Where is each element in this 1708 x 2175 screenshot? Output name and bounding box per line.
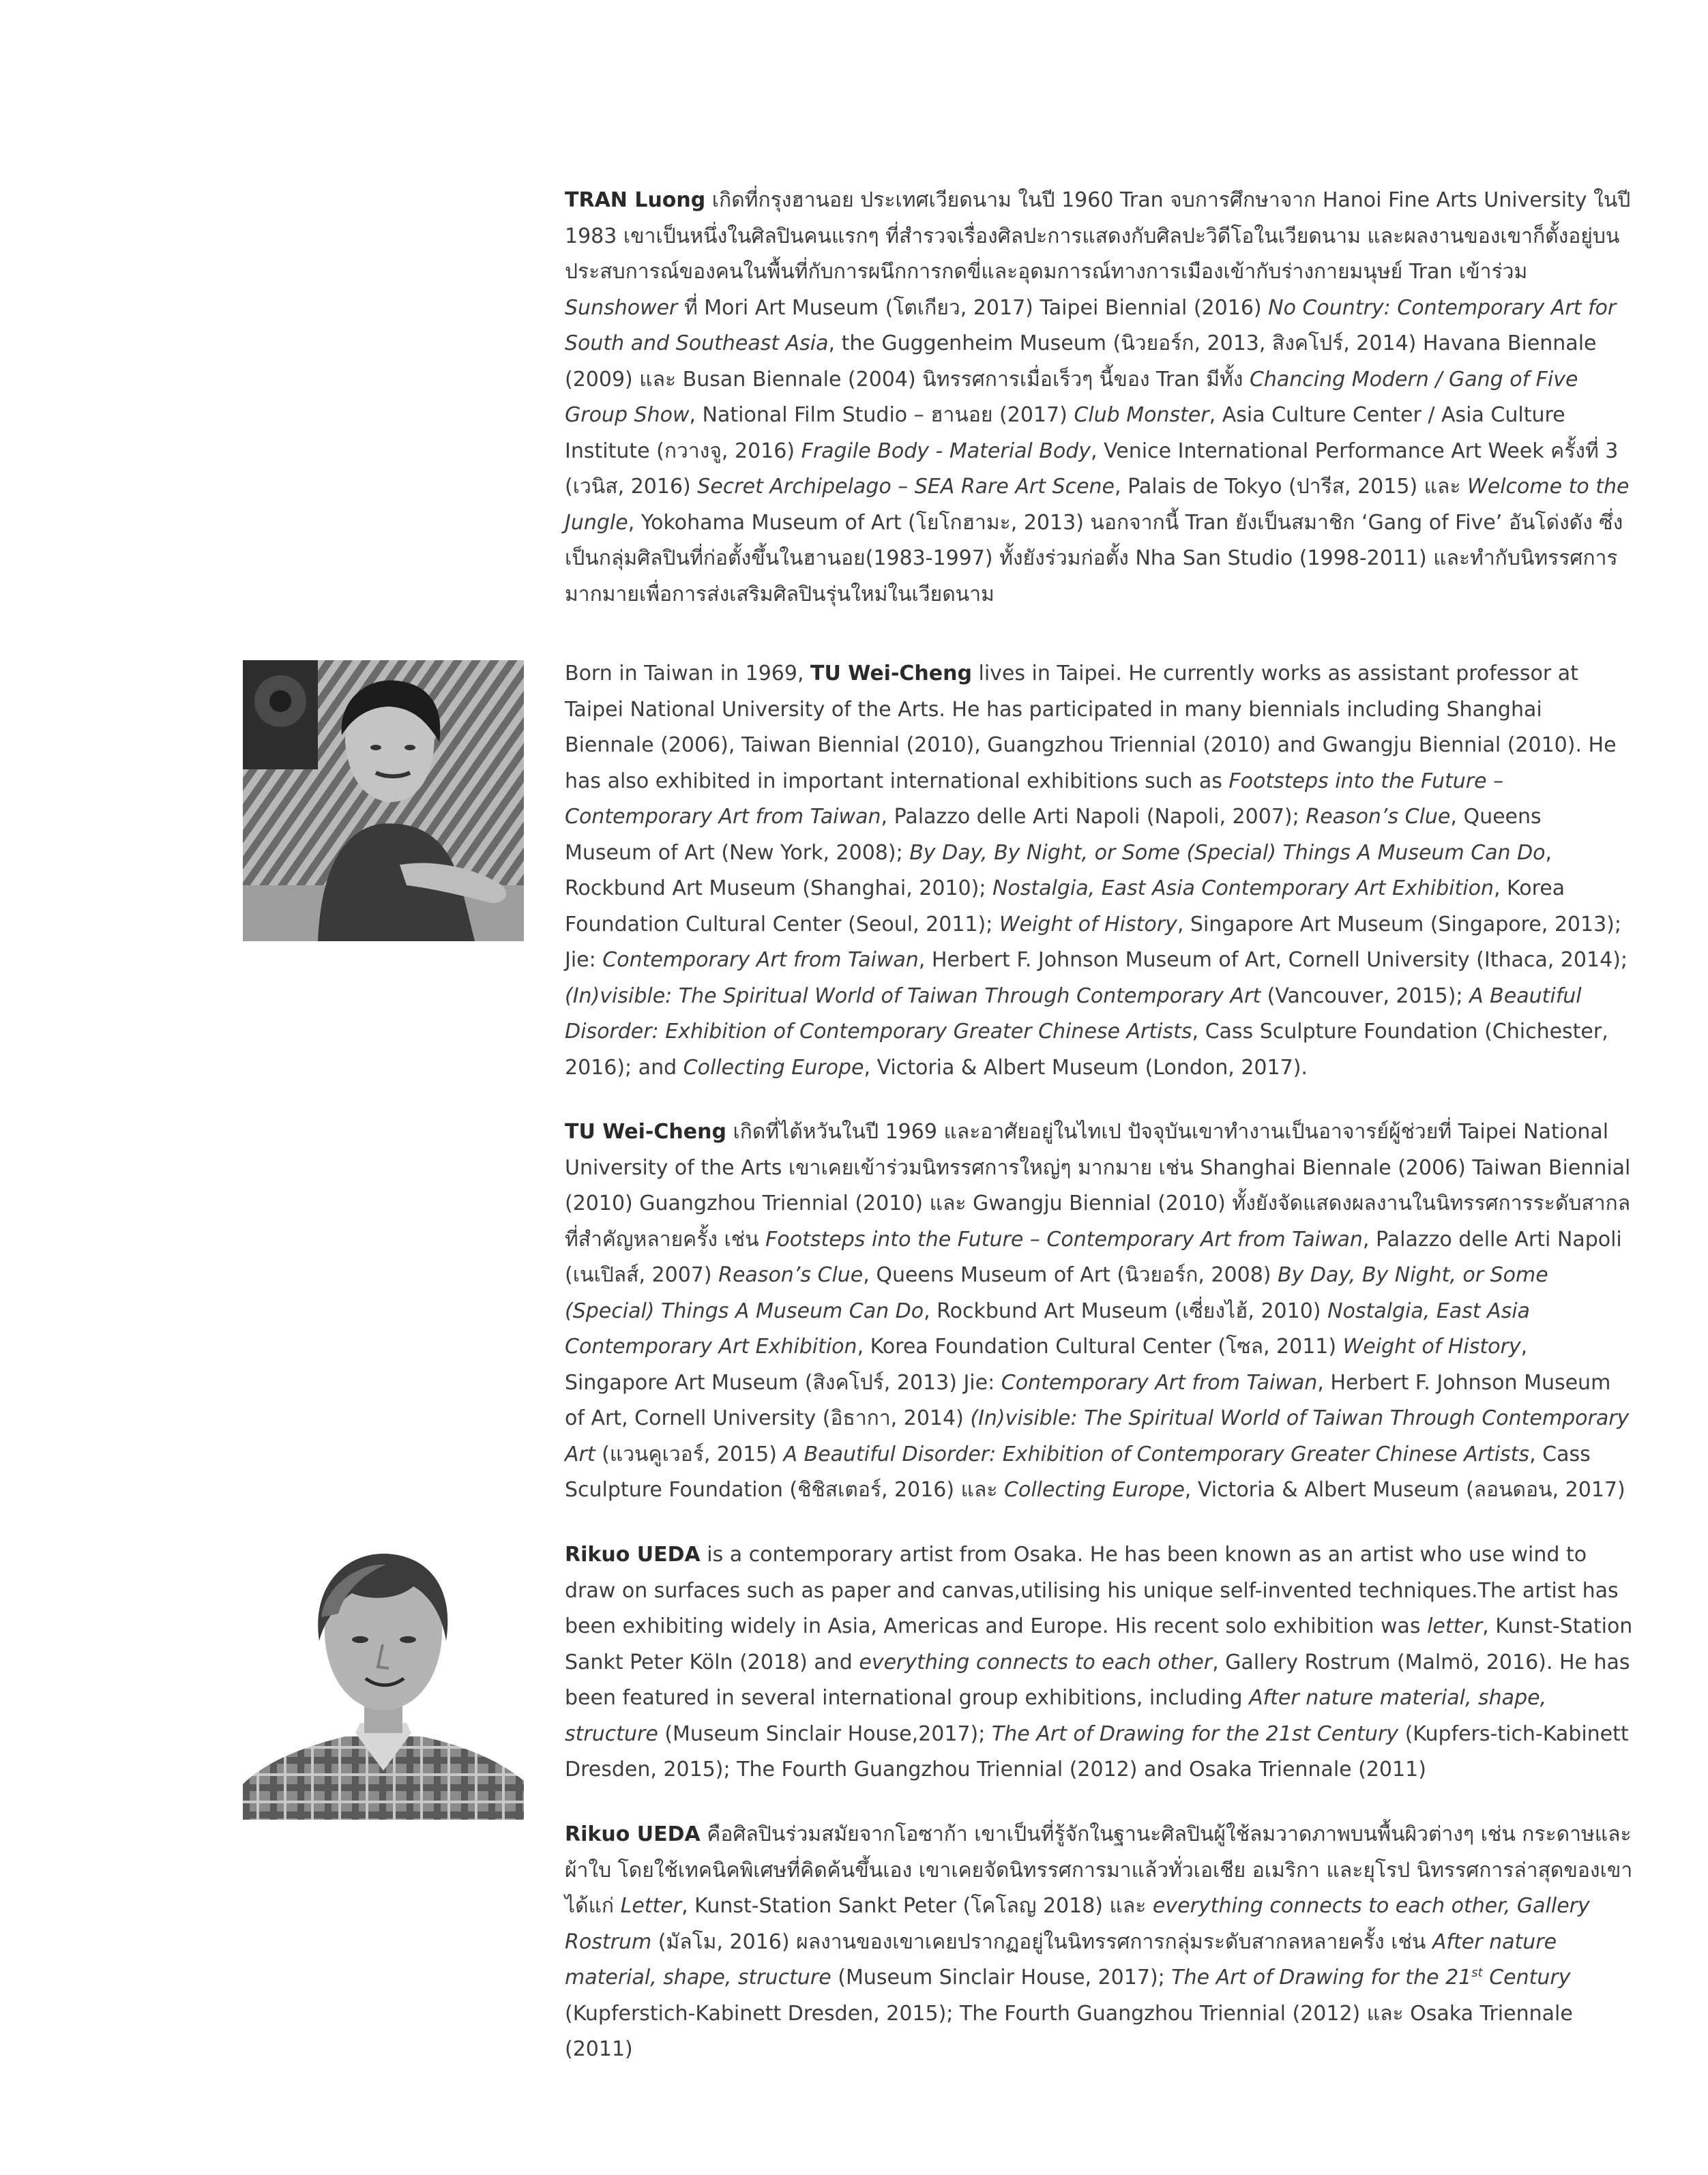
bio-text: , Yokohama Museum of Art (โยโกฮามะ, 2013) นอกจากนี้ Tran ยังเป็นสมาชิก ‘Gang of Five’ อันโด่งดัง ซึ่งเป็นกลุ่มศิลปินที่ก่อตั้งขึ้นในฮานอย(1983-1997) ทั้งยังร่วมก่อตั้ง Nha San Studio (1998-2011) และทำกับนิทรรศการมากมายเพื่อการส่งเสริมศิลปินรุ่นใหม่ในเวียดนาม	[565, 510, 1623, 606]
exhibition-title	[1171, 1966, 1570, 1989]
artist-name: TU Wei-Cheng	[565, 1120, 726, 1144]
exhibition-title: everything connects to each other	[859, 1650, 1213, 1674]
bio-text: (Vancouver, 2015);	[1261, 983, 1470, 1008]
bio-text: , Cass Sculpture Foundation (ชิชิสเตอร์, 2016) และ	[565, 1442, 1591, 1502]
exhibition-title: By Day, By Night, or Some (Special) Things A Museum Can Do	[565, 1263, 1548, 1323]
exhibition-title: (In)visible: The Spiritual World of Taiwan Through Contemporary Art	[565, 1406, 1630, 1466]
artist-name: TU Wei-Cheng	[810, 662, 972, 685]
tu-wei-cheng-bio-english	[565, 656, 1633, 1086]
bio-paragraph	[565, 1817, 1633, 2068]
bio-text: เกิดที่ไต้หวันในปี 1969 และอาศัยอยู่ในไทเป ปัจจุบันเขาทำงานเป็นอาจารย์ผู้ช่วยที่ Taipei National University of the Arts เขาเคยเข้าร่วมนิทรรศการใหญ่ๆ มากมาย เช่น Shanghai Biennale (2006) Taiwan Biennial (2010) Guangzhou Triennial (2010) และ Gwangju Biennial (2010) ทั้งยังจัดแสดงผลงานในนิทรรศการระดับสากลที่สำคัญหลายครั้ง เช่น	[565, 1120, 1631, 1252]
tran-luong-bio-thai	[565, 183, 1633, 612]
bio-text: , Queens Museum of Art (New York, 2008);	[565, 805, 1542, 865]
exhibition-title: Letter	[620, 1894, 682, 1918]
rikuo-ueda-bio-thai	[565, 1817, 1633, 2068]
exhibition-title: Nostalgia, East Asia Contemporary Art Exhibition	[565, 1299, 1530, 1359]
bio-text: ที่ Mori Art Museum (โตเกียว, 2017) Taipei Biennial (2016)	[677, 295, 1269, 320]
exhibition-title: Contemporary Art from Taiwan	[602, 948, 919, 972]
bio-text: , Palais de Tokyo (ปารีส, 2015) และ	[1115, 475, 1468, 499]
exhibition-title: Collecting Europe	[1004, 1478, 1185, 1502]
exhibition-title: Reason’s Clue	[718, 1263, 864, 1287]
tu-wei-cheng-bio-thai	[565, 1114, 1633, 1509]
bio-text: , Gallery Rostrum (Malmö, 2016). He has been featured in several international group exhibitions, including	[565, 1650, 1630, 1710]
bio-text: is a contemporary artist from Osaka. He has been known as an artist who use wind to draw on surfaces such as paper and canvas,utilising his unique self-invented techniques.The artist has been exhibiting widely in Asia, Americas and Europe. His recent solo exhibition was	[565, 1543, 1619, 1638]
bio-text: , Herbert F. Johnson Museum of Art, Cornell University (Ithaca, 2014);	[918, 948, 1628, 972]
bio-text: , Korea Foundation Cultural Center (โซล, 2011)	[857, 1335, 1343, 1359]
exhibition-title: Reason’s Clue	[1306, 805, 1451, 829]
bio-text: , the Guggenheim Museum (นิวยอร์ก, 2013, สิงคโปร์, 2014) Havana Biennale (2009) และ Busan Biennale (2004) นิทรรศการเมื่อเร็วๆ นี้ของ Tran มีทั้ง	[565, 331, 1597, 391]
exhibition-title: Chancing Modern / Gang of Five Group Show	[565, 367, 1578, 427]
bio-text: (Kupfers-tich-Kabinett Dresden, 2015); The Fourth Guangzhou Triennial (2012) and Osaka Triennale (2011)	[565, 1721, 1629, 1781]
bio-text: , Singapore Art Museum (สิงคโปร์, 2013) Jie:	[565, 1335, 1528, 1395]
bio-paragraph	[565, 1114, 1633, 1509]
bio-paragraph	[565, 183, 1633, 612]
bio-text: (มัลโม, 2016) ผลงานของเขาเคยปรากฏอยู่ในนิทรรศการกลุ่มระดับสากลหลายครั้ง เช่น	[651, 1929, 1432, 1954]
artist-name: TRAN Luong	[565, 188, 706, 212]
ordinal-superscript: st	[1471, 1966, 1483, 1980]
bio-text: , Venice International Performance Art Week ครั้งที่ 3 (เวนิส, 2016)	[565, 439, 1619, 499]
exhibition-title: everything connects to each other, Gallery Rostrum	[565, 1894, 1590, 1954]
bio-text: , Victoria & Albert Museum (ลอนดอน, 2017)	[1184, 1478, 1625, 1502]
exhibition-title: Collecting Europe	[683, 1055, 864, 1080]
rikuo-ueda-photo	[243, 1539, 524, 1820]
exhibition-title: After nature material, shape, structure	[565, 1929, 1557, 1989]
bio-text: , Palazzo delle Arti Napoli (เนเปิลส์, 2007)	[565, 1227, 1622, 1287]
exhibition-title: A Beautiful Disorder: Exhibition of Contemporary Greater Chinese Artists	[565, 983, 1582, 1044]
bio-text: , Korea Foundation Cultural Center (Seoul, 2011);	[565, 876, 1565, 936]
bio-text: , Asia Culture Center / Asia Culture Institute (กวางจู, 2016)	[565, 403, 1565, 463]
bio-text: , Victoria & Albert Museum (London, 2017).	[864, 1055, 1308, 1080]
artist-name: Rikuo UEDA	[565, 1822, 701, 1846]
bio-text: เกิดที่กรุงฮานอย ประเทศเวียดนาม ในปี 1960 Tran จบการศึกษาจาก Hanoi Fine Arts University ในปี 1983 เขาเป็นหนึ่งในศิลปินคนแรกๆ ที่สำรวจเรื่องศิลปะการแสดงกับศิลปะวิดีโอในเวียดนาม และผลงานของเขาก็ตั้งอยู่บนประสบการณ์ของคนในพื้นที่กับการผนึกการกดขี่และอุดมการณ์ทางการเมืองเข้ากับร่างกายมนุษย์ Tran เข้าร่วม	[565, 188, 1631, 284]
exhibition-title: (In)visible: The Spiritual World of Taiwan Through Contemporary Art	[565, 983, 1261, 1008]
bio-paragraph	[565, 656, 1633, 1086]
bio-text: , Herbert F. Johnson Museum of Art, Cornell University (อิธากา, 2014)	[565, 1370, 1611, 1430]
exhibition-title: Footsteps into the Future – Contemporary Art from Taiwan	[765, 1227, 1363, 1252]
exhibition-title: No Country: Contemporary Art for South and Southeast Asia	[565, 295, 1617, 355]
exhibition-title: Contemporary Art from Taiwan	[1001, 1370, 1318, 1395]
exhibition-title-part: The Art of Drawing for the 21	[1171, 1966, 1472, 1989]
artist-name: Rikuo UEDA	[565, 1543, 701, 1567]
exhibition-title: Secret Archipelago – SEA Rare Art Scene	[697, 475, 1115, 499]
exhibition-title: The Art of Drawing for the 21st Century	[991, 1721, 1399, 1746]
exhibition-title: Sunshower	[565, 295, 678, 320]
exhibition-title: A Beautiful Disorder: Exhibition of Contemporary Greater Chinese Artists	[783, 1442, 1530, 1466]
bio-text: , Rockbund Art Museum (เซี่ยงไฮ้, 2010)	[924, 1299, 1328, 1323]
bio-text: , Kunst-Station Sankt Peter Köln (2018) and	[565, 1614, 1633, 1674]
bio-text: (Kupferstich-Kabinett Dresden, 2015); The Fourth Guangzhou Triennial (2012) และ Osaka Triennale (2011)	[565, 2001, 1573, 2061]
exhibition-title: Footsteps into the Future – Contemporary Art from Taiwan	[565, 769, 1504, 829]
bio-text: , Queens Museum of Art (นิวยอร์ก, 2008)	[863, 1263, 1278, 1287]
exhibition-title-part: Century	[1482, 1966, 1571, 1989]
bio-text: คือศิลปินร่วมสมัยจากโอซาก้า เขาเป็นที่รู้จักในฐานะศิลปินผู้ใช้ลมวาดภาพบนพื้นผิวต่างๆ เช่น กระดาษและผ้าใบ โดยใช้เทคนิคพิเศษที่คิดค้นขึ้นเอง เขาเคยจัดนิทรรศการมาแล้วทั่วเอเชีย อเมริกา และยุโรป นิทรรศการล่าสุดของเขาได้แก่	[565, 1822, 1633, 1918]
exhibition-title: Club Monster	[1074, 403, 1209, 427]
bio-text: (Museum Sinclair House,2017);	[658, 1721, 992, 1746]
bio-text: , Rockbund Art Museum (Shanghai, 2010);	[565, 840, 1552, 900]
tu-wei-cheng-photo	[243, 660, 524, 941]
exhibition-title: letter	[1427, 1614, 1483, 1638]
exhibition-title: Weight of History	[999, 912, 1177, 936]
rikuo-ueda-bio-english	[565, 1537, 1633, 1788]
exhibition-title: Nostalgia, East Asia Contemporary Art Exhibition	[992, 876, 1494, 900]
bio-text: (แวนคูเวอร์, 2015)	[595, 1442, 784, 1466]
bio-text: , Kunst-Station Sankt Peter (โคโลญ 2018) และ	[681, 1894, 1153, 1918]
exhibition-title: Fragile Body - Material Body	[801, 439, 1091, 463]
exhibition-title: Weight of History	[1342, 1335, 1521, 1359]
exhibition-title: After nature material, shape, structure	[565, 1686, 1547, 1746]
bio-text: , Palazzo delle Arti Napoli (Napoli, 2007);	[881, 805, 1306, 829]
bio-text: lives in Taipei. He currently works as assistant professor at Taipei National University of the Arts. He has participated in many biennials including Shanghai Biennale (2006), Taiwan Biennial (2010), Guangzhou Triennial (2010) and Gwangju Biennial (2010). He has also exhibited in important international exhibitions such as	[565, 662, 1617, 793]
bio-paragraph	[565, 1537, 1633, 1788]
bio-text: , Singapore Art Museum (Singapore, 2013); Jie:	[565, 912, 1621, 972]
bio-text: Born in Taiwan in 1969,	[565, 662, 811, 685]
bio-text: , Cass Sculpture Foundation (Chichester, 2016); and	[565, 1020, 1608, 1080]
exhibition-title: Welcome to the Jungle	[565, 475, 1630, 535]
bio-text: (Museum Sinclair House, 2017);	[831, 1966, 1172, 1989]
bio-text: , National Film Studio – ฮานอย (2017)	[689, 403, 1074, 427]
exhibition-title: By Day, By Night, or Some (Special) Things A Museum Can Do	[909, 840, 1546, 865]
